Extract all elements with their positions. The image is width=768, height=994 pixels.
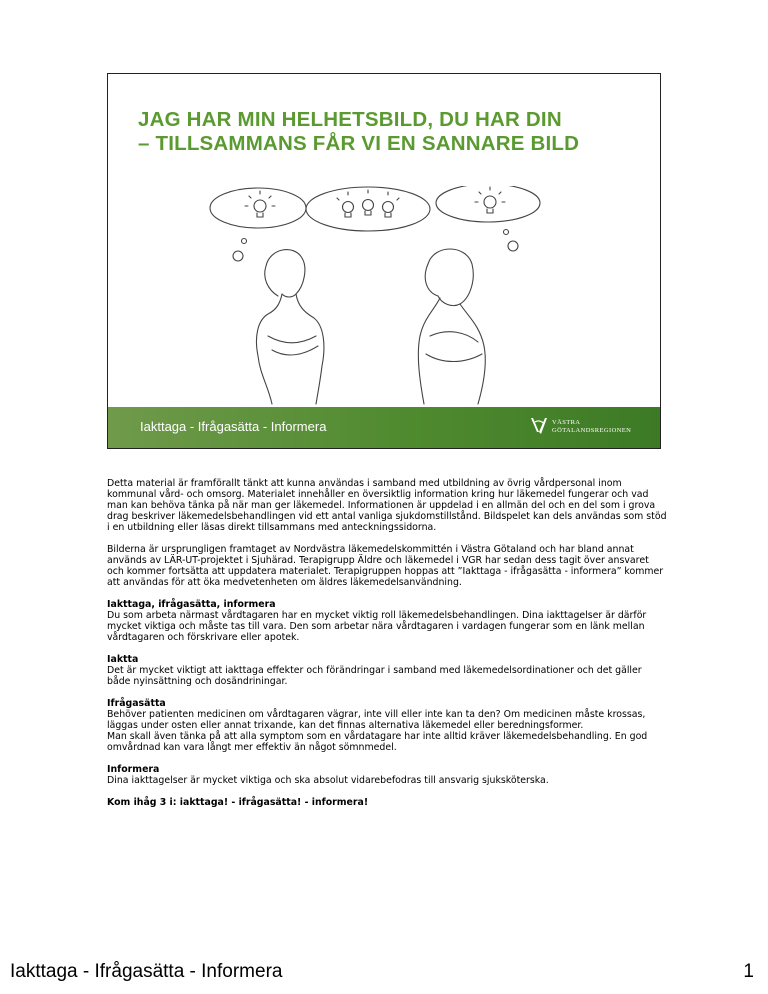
notes-intro-1: Detta material är framförallt tänkt att kunna användas i samband med utbildning av övrig vårdpersonal inom kommunal vård- och omsorg. Materialet innehåller en översiktlig information kring hur läkemedel fungerar och vad man kan behöva tänka på när man ger läkemedel. Informationen är uppdelad i en allmän del och en del som i grova drag beskriver läkemedelsbehandlingen vid ett antal vanliga sjukdomstillstånd. Bildspelet kan dels användas som stöd i en utbildning eller läsas direkt tillsammans med anteckningssidorna. bbox=[107, 478, 667, 533]
page-footer-title: Iakttaga - Ifrågasätta - Informera bbox=[10, 961, 283, 982]
slide-footer-bar bbox=[108, 407, 660, 448]
slide-title-line-1: JAG HAR MIN HELHETSBILD, DU HAR DIN bbox=[138, 108, 562, 131]
notes-intro-2: Bilderna är ursprungligen framtaget av Nordvästra läkemedelskommittén i Västra Götaland och har bland annat används av LÄR-UT-projektet i Sjuhärad. Terapigrupp Äldre och läkemedel i VGR har sedan dess tagit över ansvaret och kommer fortsätta att uppdatera materialet. Terapigruppen hoppas att ”Iakttaga - ifrågasätta - informera” kommer att användas för att öka medvetenheten om äldres läkemedelsanvändning. bbox=[107, 544, 664, 588]
section-text-ifragasatta-2: Man skall även tänka på att alla symptom som en vårdatagare har inte alltid kräver läkemedelsbehandling. En god omvårdnad kan vara långt mer effektiv än något sömnmedel. bbox=[107, 731, 648, 753]
slide-title-line-2: – TILLSAMMANS FÅR VI EN SANNARE BILD bbox=[138, 132, 580, 155]
section-heading-informera: Informera bbox=[107, 764, 160, 775]
section-heading-ifragasatta: Ifrågasätta bbox=[107, 698, 166, 709]
vgr-logo bbox=[530, 416, 640, 440]
vgr-logo-line-1: VÄSTRA bbox=[552, 419, 581, 426]
slide-footer-text: Iakttaga - Ifrågasätta - Informera bbox=[140, 419, 327, 434]
closing-reminder: Kom ihåg 3 i: iakttaga! - ifrågasätta! - informera! bbox=[107, 797, 369, 808]
lightbulb-icon bbox=[475, 187, 505, 213]
section-text-ifragasatta-1: Behöver patienten medicinen om vårdtagaren vägrar, inte vill eller inte kan ta den? Om medicinen måste krossas, läggas under osten eller annat trixande, kan det finnas alternativa läkemedel eller beredningsformer. bbox=[107, 709, 646, 731]
lightbulb-icon bbox=[245, 191, 275, 217]
section-text-informera: Dina iakttagelser är mycket viktiga och ska absolut vidarebefodras till ansvarig sjuksköterska. bbox=[107, 775, 549, 786]
section-text-iaktta: Det är mycket viktigt att iakttaga effekter och förändringar i samband med läkemedelsordinationer och det gäller både nyinsättning och dosändriningar. bbox=[107, 665, 642, 687]
speaker-notes bbox=[107, 478, 667, 808]
section-heading-iakttaga: Iakttaga, ifrågasätta, informera bbox=[107, 599, 276, 610]
slide-thumbnail bbox=[107, 73, 661, 449]
page-number: 1 bbox=[743, 961, 754, 982]
lightbulb-icon bbox=[337, 190, 399, 217]
slide-title bbox=[138, 108, 638, 156]
two-people-thinking-illustration bbox=[198, 186, 558, 406]
vgr-logo-line-2: GÖTALANDSREGIONEN bbox=[552, 427, 632, 434]
section-heading-iaktta: Iaktta bbox=[107, 654, 139, 665]
vgr-logo-text bbox=[552, 419, 631, 435]
vgr-emblem-icon bbox=[530, 416, 548, 436]
section-text-iakttaga: Du som arbeta närmast vårdtagaren har en mycket viktig roll läkemedelsbehandlingen. Dina iakttagelser är därför mycket viktiga och måste tas till vara. Den som arbetar nära vårdtagaren i vardagen fungerar som en länk mellan vårdtagaren och förskrivare eller apotek. bbox=[107, 610, 647, 643]
